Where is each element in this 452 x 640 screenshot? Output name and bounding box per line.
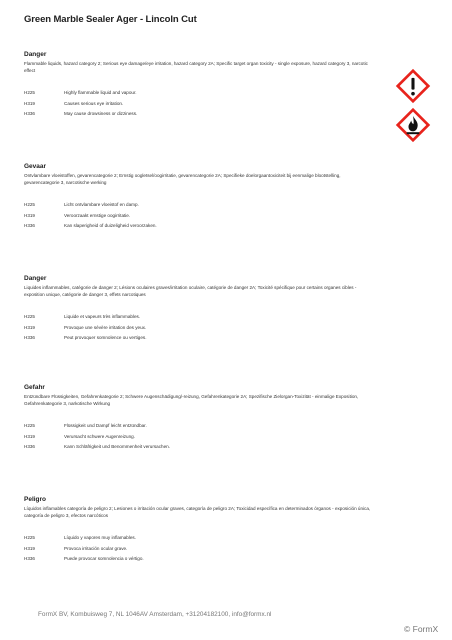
h-text: Kan slaperigheid of duizeligheid veroorzaken. <box>64 223 157 229</box>
signal-word: Peligro <box>24 496 47 503</box>
h-code: H336 <box>24 556 35 562</box>
h-code: H319 <box>24 324 35 330</box>
signal-word: Danger <box>24 51 47 58</box>
h-code: H225 <box>24 535 35 541</box>
h-text: Kann Schläfrigkeit und Benommenheit verursachen. <box>64 444 170 450</box>
hazard-classification: Ontvlambare vloeistoffen, gevarencategorie 2; Ernstig oogletsel/oogirritatie, gevarencategorie 2A; Specifieke doelorgaantoxiciteit bij eenmalige blootstelling, gevarencategorie 3, narcotische werking <box>24 173 341 185</box>
hazard-section-de <box>24 384 374 453</box>
flame-icon <box>395 107 431 143</box>
hazard-statement <box>24 88 374 99</box>
company-address: FormX BV, Kombuisweg 7, NL 1046AV Amsterdam, +31204182100, info@formx.nl <box>38 611 272 618</box>
hazard-statement <box>24 211 374 222</box>
ghs-pictograms <box>395 68 431 146</box>
hazard-statement-list <box>24 200 374 232</box>
h-text: Puede provocar somnolencia o vértigo. <box>64 556 144 562</box>
h-text: Provoca irritación ocular grave. <box>64 545 128 551</box>
h-code: H319 <box>24 545 35 551</box>
h-text: Provoque une sévère irritation des yeux. <box>64 324 147 330</box>
hazard-statement <box>24 99 374 110</box>
hazard-statement-list <box>24 312 374 344</box>
h-text: Líquido y vapores muy inflamables. <box>64 535 137 541</box>
hazard-statement-list <box>24 421 374 453</box>
signal-word: Gefahr <box>24 384 45 391</box>
exclamation-mark-icon <box>395 68 431 104</box>
h-code: H336 <box>24 223 35 229</box>
hazard-section-es <box>24 496 374 565</box>
hazard-statement <box>24 333 374 344</box>
h-text: May cause drowsiness or dizziness. <box>64 111 138 117</box>
signal-word: Gevaar <box>24 163 47 170</box>
h-code: H225 <box>24 202 35 208</box>
hazard-statement <box>24 544 374 555</box>
copyright: © FormX <box>404 624 439 634</box>
h-code: H336 <box>24 444 35 450</box>
h-text: Peut provoquer somnolence ou vertiges. <box>64 335 147 341</box>
hazard-statement-list <box>24 88 374 120</box>
hazard-statement <box>24 323 374 334</box>
h-text: Flüssigkeit und Dampf leicht entzündbar. <box>64 423 147 429</box>
hazard-classification: Flammable liquids, hazard category 2; Serious eye damage/eye irritation, hazard category 2A; Specific target organ toxicity - single exposure, hazard category 3, narcotic effect <box>24 61 368 73</box>
hazard-classification: Líquidos inflamables categoría de peligro 2; Lesiones o irritación ocular graves, categoría de peligro 2A; Toxicidad específica en determinados órganos - exposición única, categoría de peligro 3, efectos narcóticos <box>24 506 371 518</box>
hazard-statement <box>24 533 374 544</box>
hazard-statement <box>24 442 374 453</box>
hazard-statement <box>24 109 374 120</box>
h-text: Highly flammable liquid and vapour. <box>64 90 137 96</box>
h-code: H319 <box>24 212 35 218</box>
hazard-section-nl <box>24 163 374 232</box>
h-code: H225 <box>24 314 35 320</box>
document-title: Green Marble Sealer Ager - Lincoln Cut <box>24 14 197 25</box>
hazard-statement <box>24 432 374 443</box>
hazard-statement <box>24 421 374 432</box>
h-code: H336 <box>24 335 35 341</box>
h-text: Veroorzaakt ernstige oogirritatie. <box>64 212 131 218</box>
signal-word: Danger <box>24 275 47 282</box>
h-text: Verursacht schwere Augenreizung. <box>64 433 135 439</box>
h-code: H319 <box>24 100 35 106</box>
h-text: Liquide et vapeurs très inflammables. <box>64 314 141 320</box>
hazard-classification: Liquides inflammables, catégorie de danger 2; Lésions oculaires graves/irritation oculaire, catégorie de danger 2A; Toxicité spécifique pour certains organes cibles - exposition unique, catégorie de danger 3, effets narcotiques <box>24 285 357 297</box>
hazard-section-fr <box>24 275 374 344</box>
hazard-section-en <box>24 51 374 120</box>
h-text: Licht ontvlambare vloeistof en damp. <box>64 202 139 208</box>
h-code: H319 <box>24 433 35 439</box>
h-code: H225 <box>24 90 35 96</box>
hazard-statement <box>24 312 374 323</box>
hazard-statement <box>24 554 374 565</box>
hazard-statement-list <box>24 533 374 565</box>
h-code: H225 <box>24 423 35 429</box>
hazard-classification: Entzündbare Flüssigkeiten, Gefahrenkategorie 2; Schwere Augenschädigung/-reizung, Gefahrenkategorie 2A; Spezifische Zielorgan-Toxizität - einmalige Exposition, Gefahrenkategorie 3, narkotische Wirkung <box>24 394 359 406</box>
hazard-statement <box>24 221 374 232</box>
h-code: H336 <box>24 111 35 117</box>
hazard-statement <box>24 200 374 211</box>
h-text: Causes serious eye irritation. <box>64 100 124 106</box>
